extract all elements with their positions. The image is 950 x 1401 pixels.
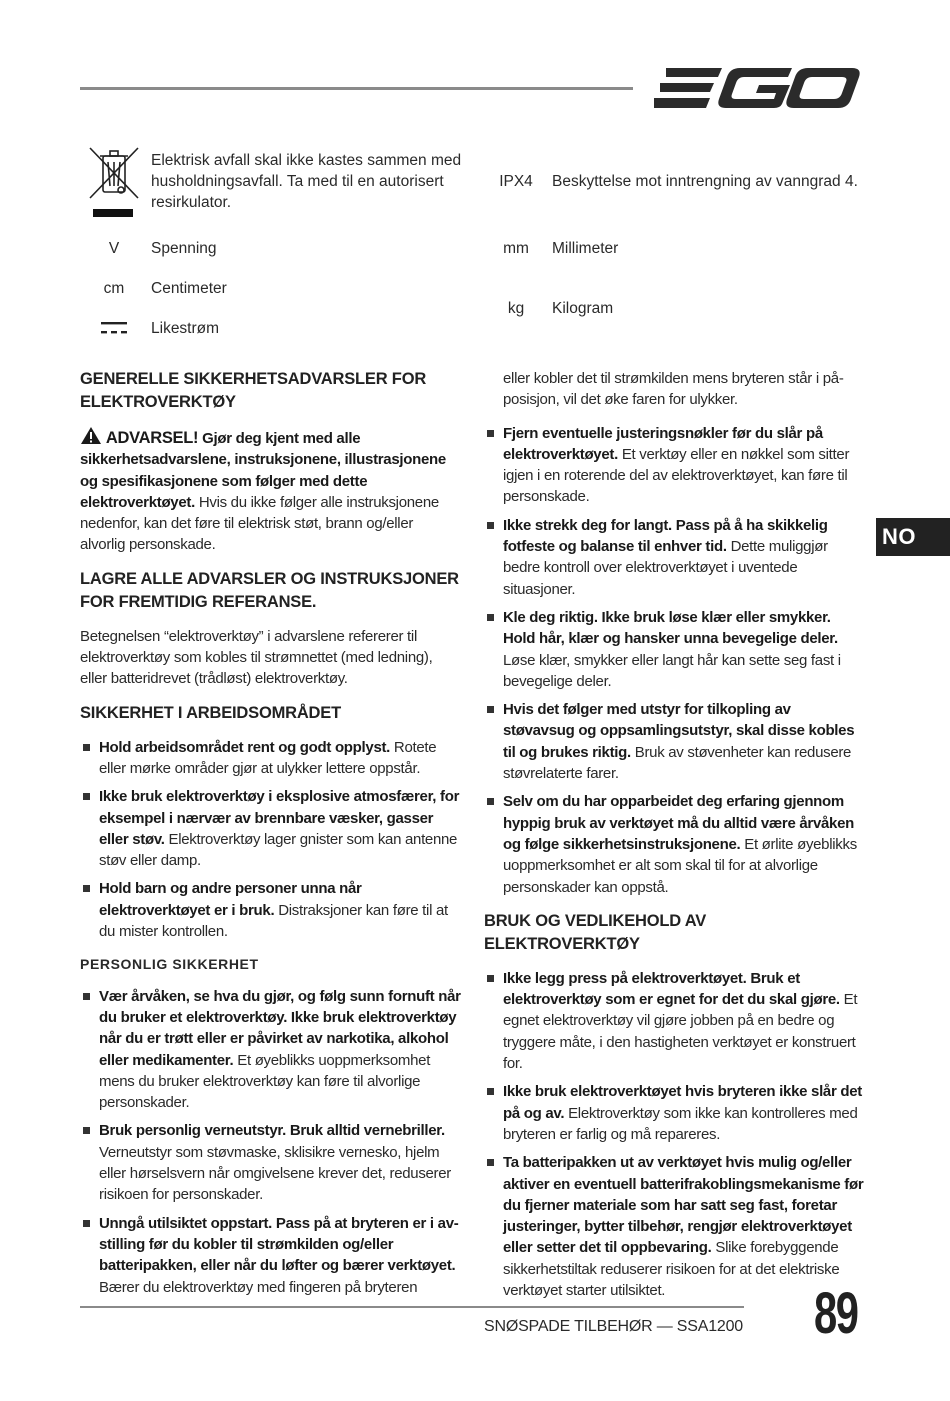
item-bold: Fjern eventuelle justeringsnøkler før du slår på elektroverktøyet.: [503, 424, 823, 463]
page-number: 89: [814, 1281, 858, 1346]
item-text: Et øyeblikks uoppmerksomhet mens du bruker elektroverktøy kan føre til alvorlige personskader.: [99, 1051, 431, 1112]
list-item: [484, 1152, 866, 1301]
item-text: Et verktøy eller en nøkkel som sitter igjen i en roterende del av elektroverktøyet, kan føre til personskade.: [503, 445, 850, 506]
list-item: [484, 607, 866, 692]
list-item: [80, 1213, 462, 1298]
item-bold: Selv om du har opparbeidet deg erfaring gjennom hyppig bruk av verktøyet må du alltid være årvåken og følge sikkerhetsinstruksjonene.: [503, 793, 854, 853]
item-bold: Ikke bruk elektroverktøy i eksplosive atmosfærer, for eksempel i nærvær av brennbare væsker, gasser eller støv.: [99, 788, 460, 848]
item-bold: Unngå utilsiktet oppstart. Pass på at bryteren er i av-stilling før du kobler til strømkilden og/eller batteripakken, eller når du løfter og bærer verktøyet.: [99, 1214, 459, 1275]
item-bold: Hold arbeidsområdet rent og godt opplyst.: [99, 738, 391, 756]
warning-triangle-icon: [80, 426, 102, 445]
personal-safety-list: [80, 986, 462, 1298]
mm-code: mm: [503, 240, 529, 257]
item-text: Bruk av støvenheter kan redusere støvrelaterte farer.: [503, 743, 852, 783]
item-bold: Hold barn og andre personer unna når elektroverktøyet er i bruk.: [99, 880, 362, 919]
dc-description: Likestrøm: [151, 320, 220, 337]
list-item: [484, 1081, 866, 1145]
item-text: Elektroverktøy som ikke kan kontrolleres med bryteren er farlig og må repareres.: [503, 1104, 858, 1143]
ipx4-code: IPX4: [499, 173, 533, 190]
item-bold: Bruk personlig verneutstyr. Bruk alltid vernebriller.: [99, 1122, 445, 1140]
footer-title: SNØSPADE TILBEHØR — SSA1200: [484, 1318, 743, 1335]
list-item: [80, 737, 462, 780]
item-bold: Ikke legg press på elektroverktøyet. Bruk et elektroverktøy som er egnet for det du skal gjøre.: [503, 969, 840, 1009]
heading-personal-safety: PERSONLIG SIKKERHET: [80, 956, 259, 973]
warning-text: Hvis du ikke følger alle instruksjonene nedenfor, kan det føre til elektrisk støt, brann og/eller alvorlig personskade.: [80, 493, 439, 554]
ipx4-description: Beskyttelse mot inntrengning av vanngrad 4.: [552, 173, 858, 190]
item-text: Verneutstyr som støvmaske, sklisikre vernesko, hjelm eller hørselsvern når omgivelsene krever det, reduserer risikoen for personskader.: [99, 1143, 451, 1204]
warning-title: ADVARSEL!: [105, 429, 199, 447]
work-safety-list-continued: [484, 423, 866, 898]
right-column: [484, 368, 866, 1313]
work-area-list: [80, 737, 462, 943]
item-text: Et ørlite øyeblikks uoppmerksomhet er alt som skal til for at alvorlige personskader kan oppstå.: [503, 835, 857, 896]
heading-save-instructions: LAGRE ALLE ADVARSLER OG INSTRUKSJONER FOR FREMTIDIG REFERANSE.: [80, 569, 459, 611]
list-item: [80, 878, 462, 942]
item-text: Et egnet elektroverktøy vil gjøre jobben på en bedre og tryggere måte, i den hastigheten verktøyet er konstruert for.: [503, 991, 858, 1073]
cm-description: Centimeter: [151, 280, 227, 297]
list-item: [484, 515, 866, 600]
list-item: [484, 423, 866, 508]
list-item: [80, 786, 462, 871]
list-item: [484, 699, 866, 784]
kg-code: kg: [507, 300, 525, 317]
continued-text: eller kobler det til strømkilden mens bryteren står i på-posisjon, vil det øke faren for ulykker.: [503, 370, 844, 409]
voltage-description: Spenning: [151, 240, 217, 257]
left-column: [80, 368, 462, 1310]
item-text: Elektroverktøy lager gnister som kan antenne støv eller damp.: [99, 830, 458, 870]
item-bold: Ta batteripakken ut av verktøyet hvis mulig og/eller aktiver en eventuell batterifrakoblingsmekanisme før du fjerner materiale som har satt seg fast, foretar justeringer, bytter tilbehør, rengjør elektroverktøyet eller setter det til oppbevaring.: [503, 1154, 864, 1257]
item-text: Dette muliggjør bedre kontroll over elektroverktøyet i uventede situasjoner.: [503, 538, 828, 598]
warning-block: [80, 426, 462, 556]
voltage-code: V: [108, 240, 120, 257]
term-definition: Betegnelsen “elektroverktøy” i advarslene refererer til elektroverktøy som kobles til strømnettet (med ledning), eller batteridrevet (trådløst) elektroverktøy.: [80, 627, 433, 688]
use-and-care-list: [484, 968, 866, 1301]
kg-description: Kilogram: [552, 300, 614, 317]
item-bold: Vær årvåken, se hva du gjør, og følg sunn fornuft når du bruker et elektroverktøy. Ikke bruk elektroverktøy når du er trøtt eller er påvirket av narkotika, alkohol eller medikamenter.: [99, 987, 461, 1069]
item-bold: Ikke strekk deg for langt. Pass på å ha skikkelig fotfeste og balanse til enhver tid.: [503, 516, 828, 556]
list-item: [80, 986, 462, 1114]
language-tab: NO: [876, 518, 950, 556]
warning-bold: Gjør deg kjent med alle sikkerhetsadvarslene, instruksjonene, illustrasjonene og spesifikasjonene som følger med dette elektroverktøyet.: [80, 430, 446, 511]
heading-use-and-care: BRUK OG VEDLIKEHOLD AV ELEKTROVERKTØY: [484, 911, 707, 953]
heading-work-area: SIKKERHET I ARBEIDSOMRÅDET: [80, 703, 341, 722]
item-text: Slike forebyggende sikkerhetstiltak reduserer risikoen for at det elektriske verktøyet starter utilsiktet.: [503, 1239, 840, 1299]
item-bold: Kle deg riktig. Ikke bruk løse klær eller smykker. Hold hår, klær og hansker unna bevegelige deler.: [503, 608, 838, 648]
weee-description: Elektrisk avfall skal ikke kastes sammen med husholdningsavfall. Ta med til en autorisert resirkulator.: [151, 152, 462, 211]
heading-general-safety: GENERELLE SIKKERHETSADVARSLER FOR ELEKTROVERKTØY: [80, 370, 427, 411]
list-item: [80, 1120, 462, 1205]
item-text: Rotete eller mørke områder gjør at ulykker lettere oppstår.: [99, 738, 437, 777]
ego-logo: [652, 64, 862, 112]
footer-rule: [80, 1306, 744, 1308]
item-bold: Hvis det følger med utstyr for tilkopling av støvavsug og oppsamlingsutstyr, skal disse kobles til og brukes riktig.: [503, 701, 855, 761]
item-text: Bærer du elektroverktøy med fingeren på bryteren: [99, 1278, 418, 1296]
weee-bin-icon: [88, 146, 140, 220]
svg-text:EGO: EGO: [652, 64, 655, 65]
list-item: [484, 968, 866, 1074]
list-item: [484, 791, 866, 897]
cm-code: cm: [103, 280, 125, 297]
direct-current-icon: [100, 321, 128, 335]
header-rule: [80, 87, 633, 90]
item-text: Løse klær, smykker eller langt hår kan sette seg fast i bevegelige deler.: [503, 651, 841, 690]
item-bold: Ikke bruk elektroverktøyet hvis bryteren ikke slår det på og av.: [503, 1083, 862, 1122]
item-text: Distraksjoner kan føre til at du mister kontrollen.: [99, 901, 448, 941]
mm-description: Millimeter: [552, 240, 619, 257]
